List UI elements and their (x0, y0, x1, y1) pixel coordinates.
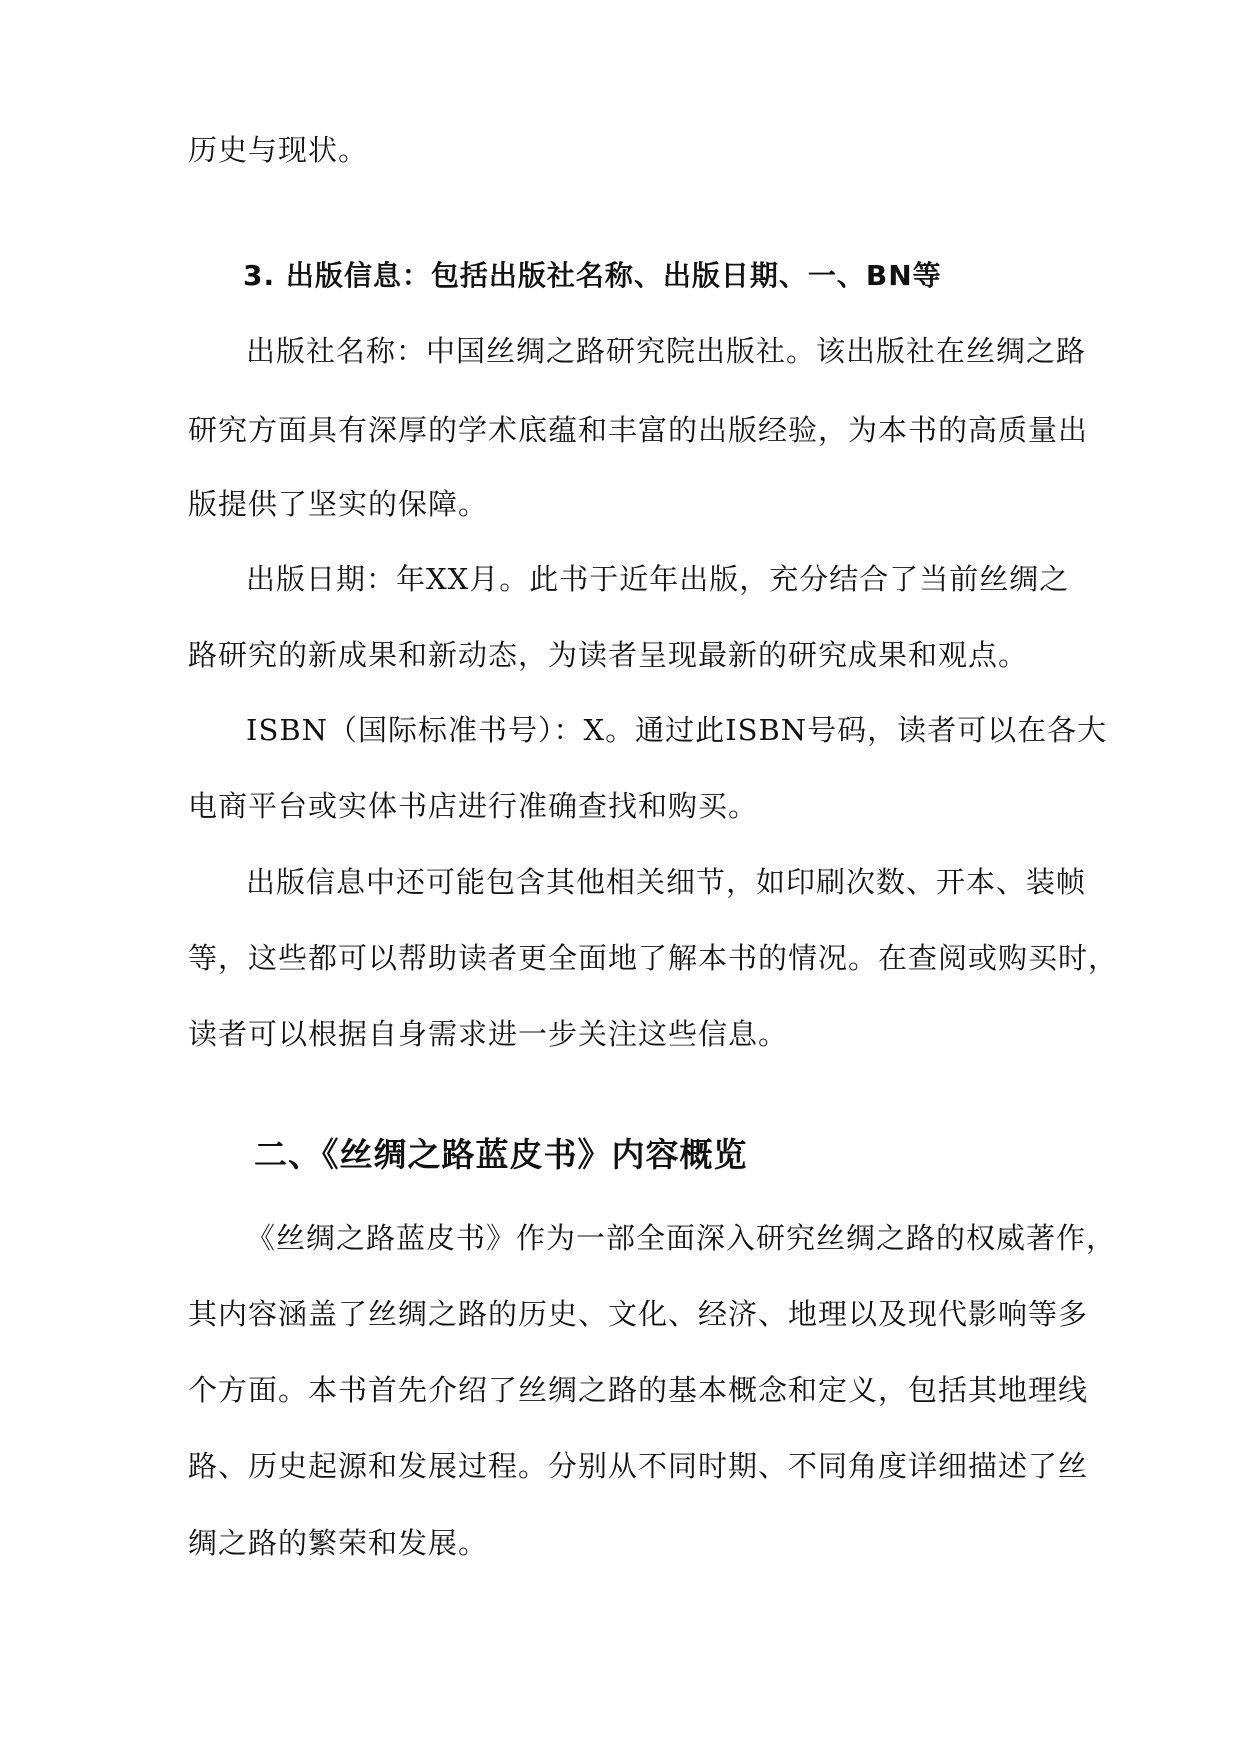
paragraph-line: 绸之路的繁荣和发展。 (188, 1526, 489, 1560)
paragraph-line: 版提供了坚实的保障。 (188, 487, 489, 521)
paragraph-line: 出版日期：年XX月。此书于近年出版，充分结合了当前丝绸之 (246, 562, 1070, 596)
paragraph-line: 路、历史起源和发展过程。分别从不同时期、不同角度详细描述了丝 (188, 1449, 1089, 1483)
paragraph-line: 等，这些都可以帮助读者更全面地了解本书的情况。在查阅或购买时， (188, 941, 1119, 975)
paragraph-line: 出版社名称：中国丝绸之路研究院出版社。该出版社在丝绸之路 (246, 334, 1087, 368)
paragraph-line: 研究方面具有深厚的学术底蕴和丰富的出版经验，为本书的高质量出 (188, 413, 1089, 447)
subsection-heading: 3. 出版信息：包括出版社名称、出版日期、一、BN等 (243, 259, 942, 292)
paragraph-line: 历史与现状。 (188, 133, 369, 167)
section-heading: 二、《丝绸之路蓝皮书》内容概览 (254, 1135, 748, 1174)
paragraph-line: 《丝绸之路蓝皮书》作为一部全面深入研究丝绸之路的权威著作， (246, 1221, 1117, 1255)
paragraph-line: 路研究的新成果和新动态，为读者呈现最新的研究成果和观点。 (188, 638, 1029, 672)
paragraph-line: 个方面。本书首先介绍了丝绸之路的基本概念和定义，包括其地理线 (188, 1373, 1089, 1407)
paragraph-line: 其内容涵盖了丝绸之路的历史、文化、经济、地理以及现代影响等多 (188, 1297, 1089, 1331)
paragraph-line: ISBN（国际标准书号）：X。通过此ISBN号码，读者可以在各大 (246, 713, 1108, 747)
paragraph-line: 读者可以根据自身需求进一步关注这些信息。 (188, 1017, 789, 1051)
paragraph-line: 出版信息中还可能包含其他相关细节，如印刷次数、开本、装帧 (246, 865, 1087, 899)
paragraph-line: 电商平台或实体书店进行准确查找和购买。 (188, 789, 759, 823)
